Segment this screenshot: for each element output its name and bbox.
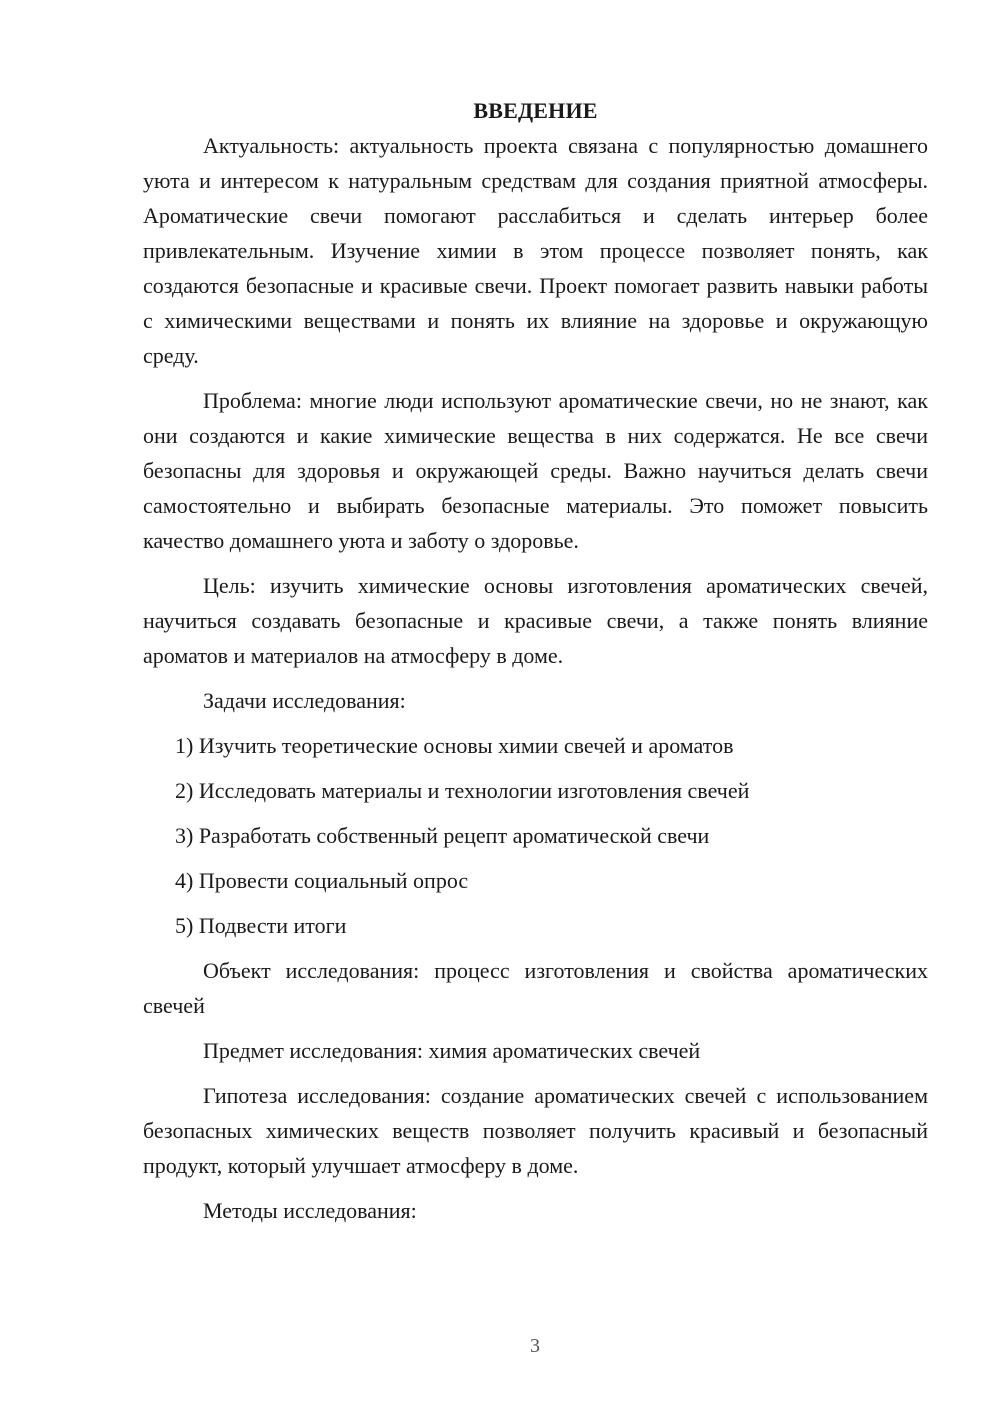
paragraph-goal: Цель: изучить химические основы изготовления ароматических свечей, научиться создавать безопасные и красивые свечи, а также понять влияние ароматов и материалов на атмосферу в доме. [143,573,928,668]
task-item-5: 5) Подвести итоги [175,913,347,938]
page-content [143,96,928,1238]
tasks-heading: Задачи исследования: [203,688,406,713]
page-number: 3 [530,1335,540,1357]
paragraph-object: Объект исследования: процесс изготовления и свойства ароматических свечей [143,958,928,1018]
task-item-4: 4) Провести социальный опрос [175,868,469,893]
section-title: ВВЕДЕНИЕ [473,98,598,123]
methods-heading: Методы исследования: [203,1198,417,1223]
paragraph-problem: Проблема: многие люди используют ароматические свечи, но не знают, как они создаются и какие химические вещества в них содержатся. Не все свечи безопасны для здоровья и окружающей среды. Важно научиться делать свечи самостоятельно и выбирать безопасные материалы. Это поможет повысить качество домашнего уюта и заботу о здоровье. [143,388,928,553]
task-item-2: 2) Исследовать материалы и технологии изготовления свечей [175,778,750,803]
paragraph-hypothesis: Гипотеза исследования: создание ароматических свечей с использованием безопасных химических веществ позволяет получить красивый и безопасный продукт, который улучшает атмосферу в доме. [143,1083,928,1178]
task-item-3: 3) Разработать собственный рецепт ароматической свечи [175,823,710,848]
paragraph-subject: Предмет исследования: химия ароматических свечей [203,1038,701,1063]
task-item-1: 1) Изучить теоретические основы химии свечей и ароматов [175,733,734,758]
paragraph-relevance: Актуальность: актуальность проекта связана с популярностью домашнего уюта и интересом к натуральным средствам для создания приятной атмосферы. Ароматические свечи помогают расслабиться и сделать интерьер более привлекательным. Изучение химии в этом процессе позволяет понять, как создаются безопасные и красивые свечи. Проект помогает развить навыки работы с химическими веществами и понять их влияние на здоровье и окружающую среду. [143,133,928,368]
